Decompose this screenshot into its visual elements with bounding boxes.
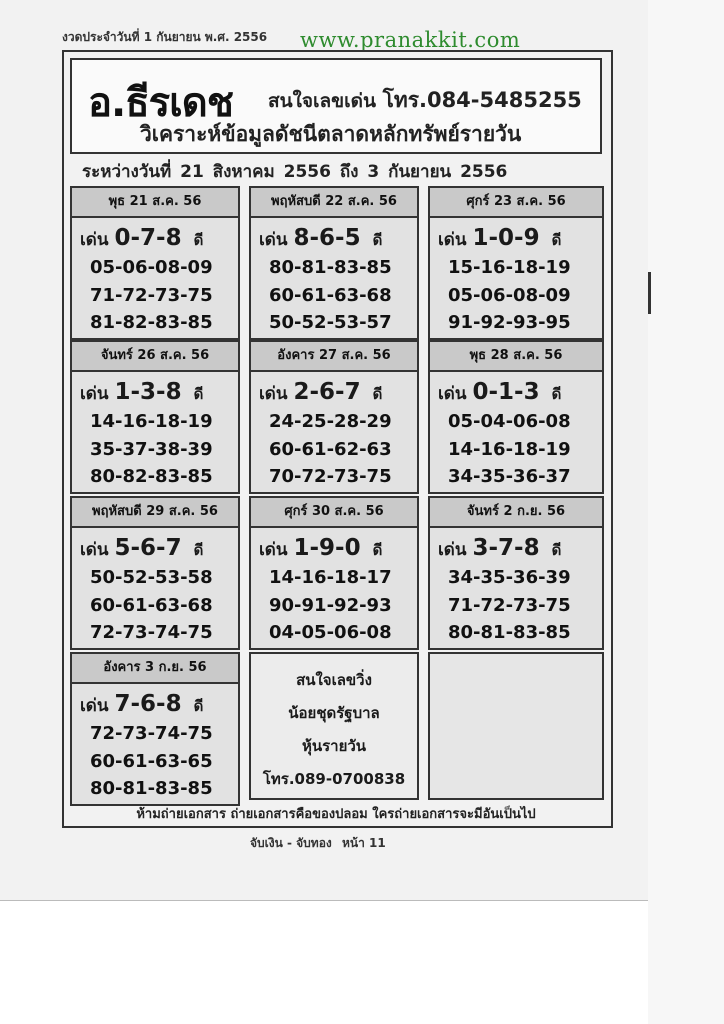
card-body — [249, 526, 419, 650]
copy-warning: ห้ามถ่ายเอกสาร ถ่ายเอกสารคือของปลอม ใครถ่ายเอกสารจะมีอันเป็นไป — [136, 807, 536, 822]
day-label: อังคาร 3 ก.ย. 56 — [70, 652, 240, 682]
day-card — [70, 496, 240, 650]
lead-label: เด่น — [80, 384, 109, 404]
number-row: 70-72-73-75 — [269, 466, 392, 487]
number-row: 15-16-18-19 — [448, 257, 571, 278]
number-row: 71-72-73-75 — [448, 594, 571, 616]
number-row: 14-16-18-19 — [90, 411, 213, 432]
lead-digits: 1-0-9 — [472, 225, 540, 251]
day-label: จันทร์ 26 ส.ค. 56 — [70, 340, 240, 370]
day-card — [249, 186, 419, 340]
lead-numbers — [438, 222, 602, 254]
lead-label: เด่น — [438, 384, 467, 404]
card-body — [70, 526, 240, 650]
number-row: 80-81-83-85 — [448, 622, 571, 643]
lead-label: เด่น — [80, 540, 109, 560]
day-card — [70, 186, 240, 340]
number-row: 60-61-62-63 — [269, 438, 392, 460]
number-row: 90-91-92-93 — [269, 594, 392, 616]
number-row: 50-52-53-58 — [90, 567, 213, 588]
lead-label: เด่น — [438, 230, 467, 250]
header-box — [70, 58, 602, 154]
lead-numbers — [438, 376, 602, 408]
good-label: ดี — [193, 697, 204, 715]
lead-label: เด่น — [80, 230, 109, 250]
day-label: พฤหัสบดี 22 ส.ค. 56 — [249, 186, 419, 216]
page-number: หน้า 11 — [341, 836, 386, 850]
good-label: ดี — [372, 385, 383, 403]
day-card — [70, 652, 240, 806]
lead-label: เด่น — [259, 540, 288, 560]
day-card — [70, 340, 240, 494]
lead-numbers — [438, 532, 602, 564]
number-row: 80-81-83-85 — [90, 778, 213, 799]
number-row: 05-06-08-09 — [448, 284, 571, 306]
card-body — [249, 370, 419, 494]
lead-digits: 2-6-7 — [293, 379, 361, 405]
day-label: พุธ 21 ส.ค. 56 — [70, 186, 240, 216]
lead-label: เด่น — [80, 696, 109, 716]
issue-date: งวดประจำวันที่ 1 กันยายน พ.ศ. 2556 — [62, 30, 268, 44]
lead-label: เด่น — [259, 230, 288, 250]
day-label: พฤหัสบดี 29 ส.ค. 56 — [70, 496, 240, 526]
lead-digits: 0-1-3 — [472, 379, 540, 405]
lead-digits: 5-6-7 — [114, 535, 182, 561]
lead-numbers — [80, 376, 238, 408]
empty-box — [428, 652, 604, 800]
lead-digits: 1-9-0 — [293, 535, 361, 561]
promo-phone: โทร.089-0700838 — [262, 770, 406, 788]
day-label: ศุกร์ 23 ส.ค. 56 — [428, 186, 604, 216]
number-row: 14-16-18-17 — [269, 567, 392, 588]
scan-background — [648, 0, 724, 1024]
card-body — [70, 682, 240, 806]
page-footer — [250, 834, 392, 853]
lead-digits: 7-6-8 — [114, 691, 182, 717]
good-label: ดี — [193, 231, 204, 249]
day-label: พุธ 28 ส.ค. 56 — [428, 340, 604, 370]
contact-line — [268, 84, 582, 117]
lead-numbers — [259, 532, 417, 564]
promo-line: สนใจเลขวิ่ง — [296, 671, 372, 689]
number-row: 81-82-83-85 — [90, 312, 213, 333]
day-label: ศุกร์ 30 ส.ค. 56 — [249, 496, 419, 526]
good-label: ดี — [372, 231, 383, 249]
lead-numbers — [80, 532, 238, 564]
watermark-url: www.pranakkit.com — [300, 28, 521, 52]
lead-numbers — [80, 688, 238, 720]
number-row: 72-73-74-75 — [90, 723, 213, 744]
lead-numbers — [259, 376, 417, 408]
good-label: ดี — [372, 541, 383, 559]
brand-title: อ.ธีรเดช — [88, 80, 233, 126]
contact-phone: โทร.084-5485255 — [382, 88, 582, 112]
day-label: จันทร์ 2 ก.ย. 56 — [428, 496, 604, 526]
day-card — [428, 340, 604, 494]
number-row: 24-25-28-29 — [269, 411, 392, 432]
lead-digits: 3-7-8 — [472, 535, 540, 561]
good-label: ดี — [551, 231, 562, 249]
number-row: 14-16-18-19 — [448, 438, 571, 460]
contact-label: สนใจเลขเด่น — [268, 90, 376, 112]
promo-box — [249, 652, 419, 800]
number-row: 60-61-63-65 — [90, 750, 213, 772]
card-body — [428, 216, 604, 340]
card-body — [70, 216, 240, 340]
day-label: อังคาร 27 ส.ค. 56 — [249, 340, 419, 370]
number-row: 72-73-74-75 — [90, 622, 213, 643]
number-row: 80-82-83-85 — [90, 466, 213, 487]
publication-name: จับเงิน - จับทอง — [250, 836, 332, 850]
card-body — [428, 370, 604, 494]
card-body — [70, 370, 240, 494]
day-card — [249, 496, 419, 650]
good-label: ดี — [551, 541, 562, 559]
period-range: ระหว่างวันที่ 21 สิงหาคม 2556 ถึง 3 กันยายน 2556 — [82, 162, 508, 182]
lead-numbers — [259, 222, 417, 254]
good-label: ดี — [193, 541, 204, 559]
lead-label: เด่น — [259, 384, 288, 404]
number-row: 35-37-38-39 — [90, 438, 213, 460]
number-row: 60-61-63-68 — [90, 594, 213, 616]
good-label: ดี — [551, 385, 562, 403]
number-row: 05-04-06-08 — [448, 411, 571, 432]
number-row: 71-72-73-75 — [90, 284, 213, 306]
number-row: 34-35-36-37 — [448, 466, 571, 487]
number-row: 91-92-93-95 — [448, 312, 571, 333]
number-row: 05-06-08-09 — [90, 257, 213, 278]
number-row: 60-61-63-68 — [269, 284, 392, 306]
day-card — [428, 496, 604, 650]
day-card — [428, 186, 604, 340]
day-card — [249, 340, 419, 494]
number-row: 34-35-36-39 — [448, 567, 571, 588]
lead-digits: 8-6-5 — [293, 225, 361, 251]
number-row: 04-05-06-08 — [269, 622, 392, 643]
header-subtitle: วิเคราะห์ข้อมูลดัชนีตลาดหลักทรัพย์รายวัน — [140, 122, 522, 146]
card-body — [249, 216, 419, 340]
card-body — [428, 526, 604, 650]
lead-numbers — [80, 222, 238, 254]
promo-line: น้อยชุดรัฐบาล — [288, 704, 380, 722]
number-row: 50-52-53-57 — [269, 312, 392, 333]
lead-digits: 0-7-8 — [114, 225, 182, 251]
promo-line: หุ้นรายวัน — [301, 737, 367, 755]
number-row: 80-81-83-85 — [269, 257, 392, 278]
lead-label: เด่น — [438, 540, 467, 560]
lead-digits: 1-3-8 — [114, 379, 182, 405]
good-label: ดี — [193, 385, 204, 403]
